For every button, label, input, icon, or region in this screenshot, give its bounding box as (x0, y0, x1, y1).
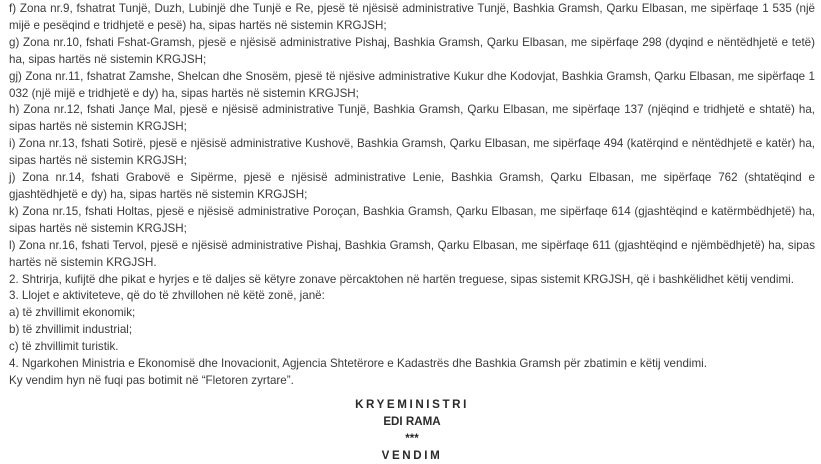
paragraph-article-4: 4. Ngarkohen Ministria e Ekonomisë dhe Inovacionit, Agjencia Shtetërore e Kadastrës dhe Bashkia Gramsh për zbatimin e këtij vendimi. (9, 357, 707, 371)
list-item-industrial: b) të zhvillimit industrial; (9, 323, 133, 337)
section-separator: *** (405, 431, 419, 445)
paragraph-zone-9: f) Zona nr.9, fshatrat Tunjë, Duzh, Lubinjë dhe Tunjë e Re, pjesë të njësisë administrative Tunjë, Bashkia Gramsh, Qarku Elbasan, me sipërfaqe 1 535 (një mijë e pesëqind e tridhjetë e pesë) ha, sipas hartës në sistemin KRGJSH; (9, 2, 815, 32)
paragraph-entry-into-force: Ky vendim hyn në fuqi pas botimit në “Fletoren zyrtare”. (9, 373, 294, 387)
paragraph-zone-12: h) Zona nr.12, fshati Jançe Mal, pjesë e njësisë administrative Tunjë, Bashkia Gramsh, Qarku Elbasan, me sipërfaqe 137 (njëqind e tridhjetë e shtatë) ha, sipas hartës në sistemin KRGJSH; (9, 103, 815, 134)
paragraph-zone-15: k) Zona nr.15, fshati Holtas, pjesë e njësisë administrative Poroçan, Bashkia Gramsh, Qarku Elbasan, me sipërfaqe 614 (gjashtëqind e katërmbëdhjetë) ha, sipas hartës në sistemin KRGJSH; (9, 204, 815, 235)
paragraph-article-3: 3. Llojet e aktiviteteve, që do të zhvillohen në këtë zonë, janë: (9, 289, 325, 303)
paragraph-article-2: 2. Shtrirja, kufijtë dhe pikat e hyrjes e të daljes së këtyre zonave përcaktohen në hartën treguese, sipas sistemit KRGJSH, që i bashkëlidhet këtij vendimi. (9, 272, 794, 286)
signature-name: EDI RAMA (383, 414, 441, 428)
list-item-tourism: c) të zhvillimit turistik. (9, 340, 119, 354)
next-heading: VENDIM (381, 448, 443, 462)
paragraph-zone-14: j) Zona nr.14, fshati Grabovë e Sipërme, pjesë e njësisë administrative Lenie, Bashkia Gramsh, Qarku Elbasan, me sipërfaqe 762 (shtatëqind e gjashtëdhjetë e dy) ha, sipas hartës në sistemin KRGJSH; (9, 171, 815, 201)
paragraph-zone-13: i) Zona nr.13, fshati Sotirë, pjesë e njësisë administrative Kushovë, Bashkia Gramsh, Qarku Elbasan, me sipërfaqe 494 (katërqind e nëntëdhjetë e katër) ha, sipas hartës në sistemin KRGJSH; (9, 137, 815, 168)
paragraph-zone-10: g) Zona nr.10, fshati Fshat-Gramsh, pjesë e njësisë administrative Pishaj, Bashkia Gramsh, Qarku Elbasan, me sipërfaqe 298 (dyqind e nëntëdhjetë e tetë) ha, sipas hartës në sistemin KRGJSH; (9, 35, 815, 66)
signature-title: KRYEMINISTRI (355, 397, 469, 411)
paragraph-zone-11: gj) Zona nr.11, fshatrat Zamshe, Shelcan dhe Snosëm, pjesë të njësive administrative Kukur dhe Kodovjat, Bashkia Gramsh, Qarku Elbasan, me sipërfaqe 1 032 (një mijë e tridhjetë e dy) ha, sipas hartës në sistemin KRGJSH; (9, 69, 815, 100)
document-body (9, 0, 815, 464)
list-item-economic: a) të zhvillimit ekonomik; (9, 306, 136, 320)
paragraph-zone-16: l) Zona nr.16, fshati Tervol, pjesë e njësisë administrative Pishaj, Bashkia Gramsh, Qarku Elbasan, me sipërfaqe 611 (gjashtëqind e njëmbëdhjetë) ha, sipas hartës në sistemin KRGJSH. (9, 238, 815, 269)
